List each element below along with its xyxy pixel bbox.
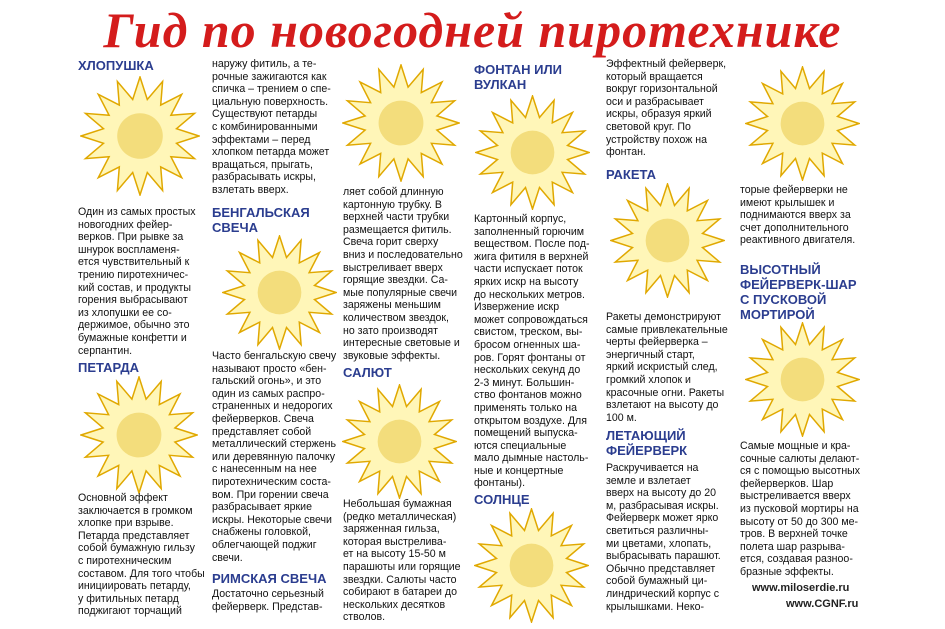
text-fontan: Картонный корпус, заполненный горючим веществом. После под- жига фитиля в верхней части испускает поток ярких искр на высоту до нескольких метров. Извержение искр может сопровождаться свистом, треском, вы- бросом огненных ша- ров. Горят фонтаны от нескольких секунд до 2-3 минут. Большин- ство фонтанов можно применять только на открытом воздухе. Для помещений выпуска- ются специальные мало дымные настоль- ные и концертные фонтаны). xyxy=(474,213,590,490)
page-title: Гид по новогодней пиротехнике xyxy=(103,2,842,58)
text-letayushchiy: Раскручивается на земле и взлетает вверх на высоту до 20 м, разбрасывая искры. Фейерверк может ярко светиться различны- ми цветами, хлопать, выбрасывать парашют. Обычно представляет собой бумажный ци- линдрический корпус с крылышками. Неко- xyxy=(606,462,721,613)
heading-bengal: БЕНГАЛЬСКАЯ СВЕЧА xyxy=(212,205,310,235)
product-image xyxy=(511,131,555,175)
text-letayushchiy-continued: торые фейерверки не имеют крылышек и поднимаются вверх за счет дополнительного реактивного двигателя. xyxy=(740,184,856,247)
heading-raketa: РАКЕТА xyxy=(606,167,657,182)
product-image xyxy=(379,101,424,146)
raketa-illustration xyxy=(610,183,725,298)
text-solntse: Эффектный фейерверк, который вращается вокруг горизонтальной оси и разбрасывает искры, образуя яркий световой круг. По устройству похож на фонтан. xyxy=(606,58,727,159)
text-rimskaya-continued: ляет собой длинную картонную трубку. В верхней части трубки размещается фитиль. Свеча горит сверху вниз и последовательно выстреливает вверх горящие звездки. Са- мые популярные свечи заряжены меньшим количеством звездок, но зато производят интересные световые и звуковые эффекты. xyxy=(343,186,463,362)
product-image xyxy=(258,271,302,315)
product-image xyxy=(117,413,162,458)
khlopushka-illustration xyxy=(80,76,200,196)
vysotny-illustration xyxy=(745,322,860,437)
text-salyut: Небольшая бумажная (редко металлическая) заряженная гильза, которая выстрелива- ет на высоту 15-50 м парашюты или горящие звездки. Салюты часто собирают в батареи до нескольких десятков стволов. xyxy=(343,498,461,624)
url-miloserdie[interactable]: www.miloserdie.ru xyxy=(752,582,850,594)
product-image xyxy=(510,544,554,588)
fontan-illustration xyxy=(475,95,590,210)
salyut-illustration xyxy=(342,384,457,499)
text-petarda: Основной эффект заключается в громком хлопке при взрыве. Петарда представляет собой бумажную гильзу с пиротехническим составом. Для того чтобы инициировать петарду, у фитильных петард поджигают торчащий xyxy=(78,492,205,618)
heading-letayushchiy: ЛЕТАЮЩИЙ ФЕЙЕРВЕРК xyxy=(606,428,688,458)
product-image xyxy=(781,102,825,146)
text-bengal: Часто бенгальскую свечу называют просто «бен- гальский огонь», и это один из самых распро- страненных и недорогих фейерверков. Свеча представляет собой металлический стержень или деревянную палочку с нанесенным на нее пиротехническим соста- вом. При горении свеча разбрасывает яркие искры. Некоторые свечи снабжены головкой, облегчающей поджиг свечи. xyxy=(212,350,337,564)
petarda-illustration xyxy=(80,376,198,494)
solntse-illustration xyxy=(474,508,589,623)
heading-solntse: СОЛНЦЕ xyxy=(474,492,530,507)
heading-rimskaya: РИМСКАЯ СВЕЧА xyxy=(212,571,327,586)
product-image xyxy=(646,219,690,263)
heading-vysotny: ВЫСОТНЫЙ ФЕЙЕРВЕРК-ШАР С ПУСКОВОЙ МОРТИРОЙ xyxy=(740,262,857,322)
column-1-text xyxy=(78,206,208,357)
heading-khlopushka: ХЛОПУШКА xyxy=(78,58,154,73)
column-1 xyxy=(78,58,208,73)
url-cgnf[interactable]: www.CGNF.ru xyxy=(786,598,859,610)
rimskaya-illustration xyxy=(342,64,460,182)
product-image xyxy=(781,358,825,402)
heading-fontan: ФОНТАН ИЛИ ВУЛКАН xyxy=(474,62,562,92)
text-khlopushka: Один из самых простых новогодних фейер- верков. При рывке за шнурок воспламеня- ется чувствительный к трению пиротехничес- кий состав, и продукты горения выбрасывают из хлопушки ее со- держимое, обычно это бумажные конфетти и серпантин. xyxy=(78,206,196,357)
product-image xyxy=(378,420,422,464)
text-raketa: Ракеты демонстрируют самые привлекательные черты фейерверка – энергичный старт, яркий искристый след, громкий хлопок и красочные огни. Ракеты взлетают на высоту до 100 м. xyxy=(606,311,728,424)
heading-salyut: САЛЮТ xyxy=(343,365,392,380)
product-image xyxy=(117,113,163,159)
bengal-illustration xyxy=(222,235,337,350)
letayushchiy-illustration xyxy=(745,66,860,181)
text-vysotny: Самые мощные и кра- сочные салюты делают- ся с помощью высотных фейерверков. Шар выстреливается вверх из пусковой мортиры на высоту от 50 до 300 ме- тров. В верхней точке полета шар разрыва- ется, создавая разноо- бразные эффекты. xyxy=(740,440,861,578)
text-rimskaya: Достаточно серьезный фейерверк. Представ- xyxy=(212,588,324,613)
heading-petarda: ПЕТАРДА xyxy=(78,360,140,375)
text-petarda-continued: наружу фитиль, а те- рочные зажигаются как спичка – трением о спе- циальную поверхность. Существуют петарды с комбинированными эффектами – перед хлопком петарда может вращаться, прыгать, разбрасывать искры, взлетать вверх. xyxy=(212,58,331,196)
